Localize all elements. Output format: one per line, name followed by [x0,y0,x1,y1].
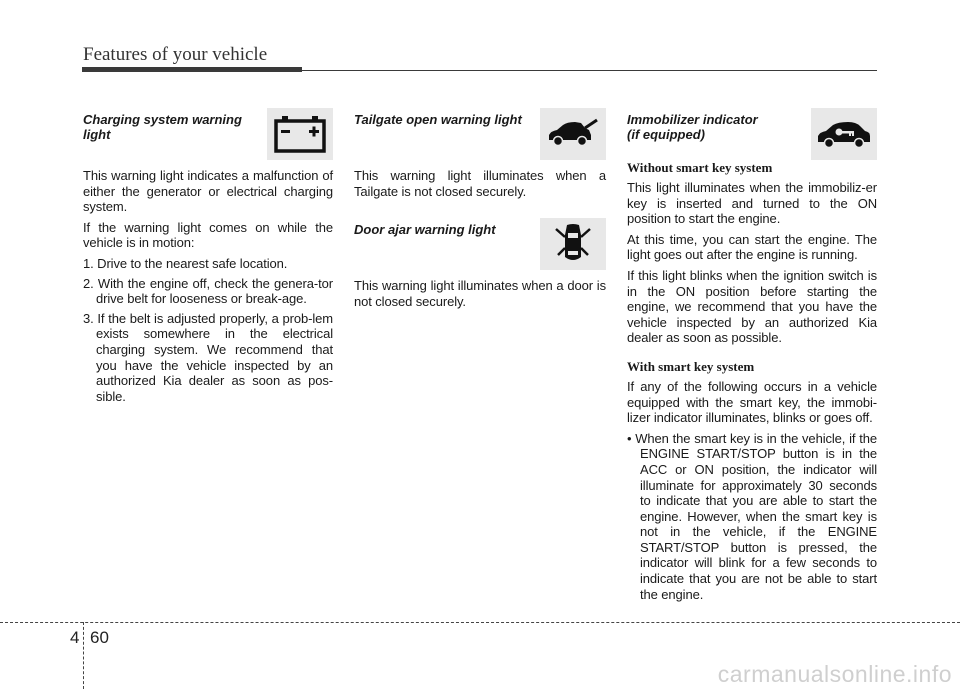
column-immobilizer [627,108,877,607]
charging-paragraph-2: If the warning light comes on while the vehicle is in motion: [83,219,333,251]
column-tailgate-door [354,108,606,314]
page-number: 60 [90,628,109,647]
tailgate-section-title: Tailgate open warning light [354,112,522,127]
immobilizer-car-key-icon [811,108,877,160]
with-smart-key-heading: With smart key system [627,358,755,374]
charging-step-2: 2. With the engine off, check the genera-tor drive belt for looseness or break-age. [83,275,333,307]
immobilizer-section-subtitle: (if equipped) [627,127,705,142]
footer-divider [0,622,960,623]
without-smart-key-heading: Without smart key system [627,160,773,175]
charging-step-1: 1. Drive to the nearest safe location. [83,255,288,271]
immobilizer-without-p1: This light illuminates when the immobiliz-er key is inserted and turned to the ON position to start the engine. [627,180,877,227]
tailgate-paragraph: This warning light illuminates when a Tailgate is not closed securely. [354,168,606,199]
chapter-number: 4 [70,628,80,647]
immobilizer-without-p2: At this time, you can start the engine. The light goes out after the engine is running. [627,231,877,263]
door-ajar-icon [540,218,606,270]
immobilizer-without-p3: If this light blinks when the ignition switch is in the ON position before starting the engine, we recommend that you have the vehicle inspected by an authorized Kia dealer as soon as possible. [627,267,877,346]
door-section-title: Door ajar warning light [354,222,496,238]
charging-section-title: Charging system warning light [83,112,242,142]
immobilizer-section-title: Immobilizer indicator [627,112,758,127]
footer-vertical-divider [83,622,84,689]
door-section-header [354,218,606,270]
charging-paragraph-1: This warning light indicates a malfunction of either the generator or electrical charging system. [83,168,333,215]
charging-step-3: 3. If the belt is adjusted properly, a prob-lem exists somewhere in the electrical charging system. We recommend that you have the vehicle inspected by an authorized Kia dealer as soon as pos-sible. [83,310,333,404]
immobilizer-with-p1: If any of the following occurs in a vehicle equipped with the smart key, the immobi-lizer indicator illuminates, blinks or goes off. [627,378,877,426]
tailgate-open-icon [540,108,606,160]
page-header-title: Features of your vehicle [83,44,268,65]
immobilizer-section-header [627,108,877,160]
battery-icon [267,108,333,160]
site-watermark: carmanualsonline.info [717,661,952,687]
door-paragraph: This warning light illuminates when a door is not closed securely. [354,278,606,309]
header-rule-thick [82,67,302,72]
tailgate-section-header [354,108,606,160]
immobilizer-with-bullet: • When the smart key is in the vehicle, if the ENGINE START/STOP button is in the ACC or ON position, the indicator will illuminate for approximately 30 seconds to indicate that you are able to start the engine. However, when the smart key is not in the vehicle, if the ENGINE START/STOP button is pressed, the indicator will blink for a few seconds to indicate that you are not be able to start the engine. [627,430,877,602]
charging-section-header [83,108,333,160]
header-rule-thin [300,70,877,72]
column-charging-system [83,108,333,408]
